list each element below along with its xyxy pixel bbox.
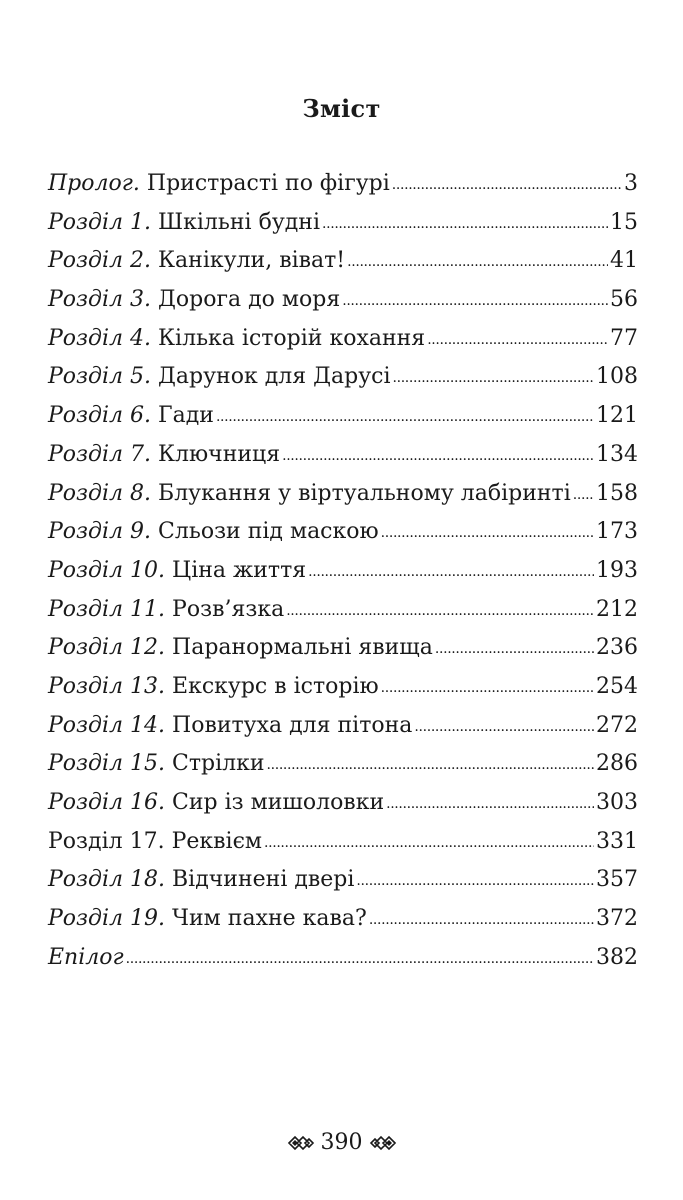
toc-entry-label	[48, 784, 384, 823]
toc-entry-title: Реквієм	[171, 828, 263, 854]
dot-leader	[414, 706, 594, 747]
knot-ornament-icon	[369, 1135, 397, 1151]
toc-page-number: 173	[596, 519, 638, 545]
toc-entry-label	[48, 939, 124, 978]
toc-page-number: 331	[596, 828, 638, 854]
toc-entry-prefix: Розділ 6.	[48, 403, 152, 429]
toc-entry	[48, 320, 638, 359]
page-title: Зміст	[302, 94, 381, 123]
toc-entry-label	[48, 513, 379, 552]
toc-entry-label	[48, 552, 306, 591]
toc-entry	[48, 861, 638, 900]
dot-leader	[342, 280, 608, 321]
dot-leader	[286, 590, 594, 631]
toc-page-number: 15	[610, 209, 638, 235]
dot-leader	[393, 357, 595, 398]
toc-entry-label	[48, 475, 571, 514]
toc-entry-title: Шкільні будні	[158, 209, 321, 235]
toc-entry	[48, 242, 638, 281]
toc-entry-prefix: Розділ 18.	[48, 867, 166, 893]
toc-entry	[48, 745, 638, 784]
dot-leader	[282, 435, 594, 476]
toc-entry	[48, 552, 638, 591]
toc-entry-title: Відчинені двері	[172, 867, 355, 893]
toc-entry-label	[48, 242, 345, 281]
toc-page-number: 134	[596, 441, 638, 467]
toc-entry-prefix: Розділ 7.	[48, 441, 152, 467]
toc-entry-label	[48, 358, 391, 397]
toc-entry-title: Чим пахне кава?	[172, 906, 367, 932]
toc-entry-title: Дорога до моря	[158, 287, 341, 313]
toc-entry-title: Розв’язка	[172, 596, 285, 622]
toc-entry-title: Екскурс в історію	[172, 673, 379, 699]
toc-entry-prefix: Розділ 14.	[48, 712, 166, 738]
toc-entry	[48, 629, 638, 668]
toc-entry-title: Ціна життя	[172, 557, 307, 583]
toc-entry-title: Стрілки	[172, 751, 265, 777]
toc-entry-label	[48, 204, 320, 243]
dot-leader	[435, 628, 594, 669]
toc-entry-prefix: Розділ 5.	[48, 364, 152, 390]
toc-entry-title: Блукання у віртуальному лабіринті	[158, 480, 571, 506]
toc-entry-prefix: Розділ 9.	[48, 519, 152, 545]
toc-entry-title: Сльози під маскою	[158, 519, 379, 545]
toc-entry-title: Сир із мишоловки	[172, 790, 385, 815]
dot-leader	[267, 744, 594, 785]
toc-page-number: 357	[596, 867, 638, 893]
toc-entry-label	[48, 707, 412, 746]
toc-entry-prefix: Розділ 19.	[48, 906, 166, 932]
toc-entry-label	[48, 591, 284, 630]
toc-page-number: 272	[596, 712, 638, 738]
toc-page-number: 193	[596, 557, 638, 583]
toc-page-number: 382	[596, 944, 638, 970]
toc-entry-prefix: Епілог	[48, 944, 124, 970]
dot-leader	[381, 667, 594, 708]
dot-leader	[427, 319, 608, 360]
toc-entry	[48, 939, 638, 978]
toc-entry-title: Повитуха для пітона	[172, 712, 413, 738]
toc-entry	[48, 668, 638, 707]
toc-entry-prefix: Пролог.	[48, 171, 140, 196]
toc-entry-title: Паранормальні явища	[172, 635, 433, 661]
toc-page-number: 41	[610, 248, 638, 274]
page-number: 390	[320, 1130, 363, 1155]
toc-entry-label	[48, 165, 390, 204]
toc-entry-title: Канікули, віват!	[158, 248, 346, 274]
toc-entry	[48, 397, 638, 436]
toc-entry-prefix: Розділ 17.	[48, 828, 165, 854]
dot-leader	[264, 822, 594, 863]
toc-entry-prefix: Розділ 16.	[48, 790, 166, 815]
toc-entry	[48, 165, 638, 204]
dot-leader	[381, 512, 594, 553]
toc-entry-prefix: Розділ 15.	[48, 751, 166, 777]
toc-entry-prefix: Розділ 12.	[48, 635, 166, 661]
toc-page-number: 212	[596, 596, 638, 622]
toc-entry-prefix: Розділ 11.	[48, 596, 166, 622]
toc-entry	[48, 204, 638, 243]
dot-leader	[126, 938, 594, 979]
toc-entry	[48, 823, 638, 862]
toc-entry	[48, 358, 638, 397]
dot-leader	[356, 860, 594, 901]
toc-entry	[48, 784, 638, 823]
toc-entry-label	[48, 629, 433, 668]
toc-entry-title: Кілька історій кохання	[158, 325, 426, 351]
toc-entry	[48, 475, 638, 514]
dot-leader	[386, 783, 594, 824]
toc-entry-label	[48, 668, 379, 707]
toc-entry-prefix: Розділ 3.	[48, 287, 152, 313]
toc-entry	[48, 900, 638, 939]
toc-page-number: 3	[624, 171, 638, 196]
toc-entry	[48, 436, 638, 475]
toc-entry-prefix: Розділ 10.	[48, 557, 166, 583]
toc-entry-title: Гади	[158, 403, 214, 429]
toc-entry-label	[48, 397, 214, 436]
dot-leader	[322, 203, 608, 244]
toc-page-number: 372	[596, 906, 638, 932]
toc-entry-label	[48, 436, 280, 475]
toc-entry-title: Дарунок для Дарусі	[158, 364, 391, 390]
toc-page-number: 108	[596, 364, 638, 390]
toc-entry-prefix: Розділ 13.	[48, 673, 166, 699]
toc-entry-label	[48, 823, 262, 862]
toc-entry-label	[48, 745, 265, 784]
dot-leader	[347, 241, 608, 282]
toc-page-number: 236	[596, 635, 638, 661]
toc-entry-title: Ключниця	[158, 441, 281, 467]
dot-leader	[369, 899, 594, 940]
toc-page-number: 254	[596, 673, 638, 699]
toc-page-number: 56	[610, 287, 638, 313]
toc-entry	[48, 513, 638, 552]
toc-entry	[48, 591, 638, 630]
toc-entry-prefix: Розділ 4.	[48, 325, 152, 351]
toc-entry-label	[48, 861, 354, 900]
toc-entry	[48, 281, 638, 320]
toc-entry-prefix: Розділ 8.	[48, 480, 152, 506]
toc-page-number: 303	[596, 790, 638, 815]
toc-page-number: 77	[610, 325, 638, 351]
toc-entry-label	[48, 281, 340, 320]
dot-leader	[308, 551, 594, 592]
toc-page-number: 121	[596, 403, 638, 429]
toc-entry	[48, 707, 638, 746]
dot-leader	[216, 396, 594, 437]
toc-entry-label	[48, 900, 367, 939]
toc-entry-title: Пристрасті по фігурі	[146, 171, 390, 196]
toc-entry-prefix: Розділ 1.	[48, 209, 152, 235]
dot-leader	[573, 474, 594, 515]
toc-page-number: 158	[596, 480, 638, 506]
toc-entry-label	[48, 320, 425, 359]
toc-entry-prefix: Розділ 2.	[48, 248, 152, 274]
knot-ornament-icon	[287, 1135, 315, 1151]
toc-page-number: 286	[596, 751, 638, 777]
dot-leader	[392, 164, 622, 205]
table-of-contents	[48, 165, 638, 977]
page-footer	[0, 1130, 683, 1155]
